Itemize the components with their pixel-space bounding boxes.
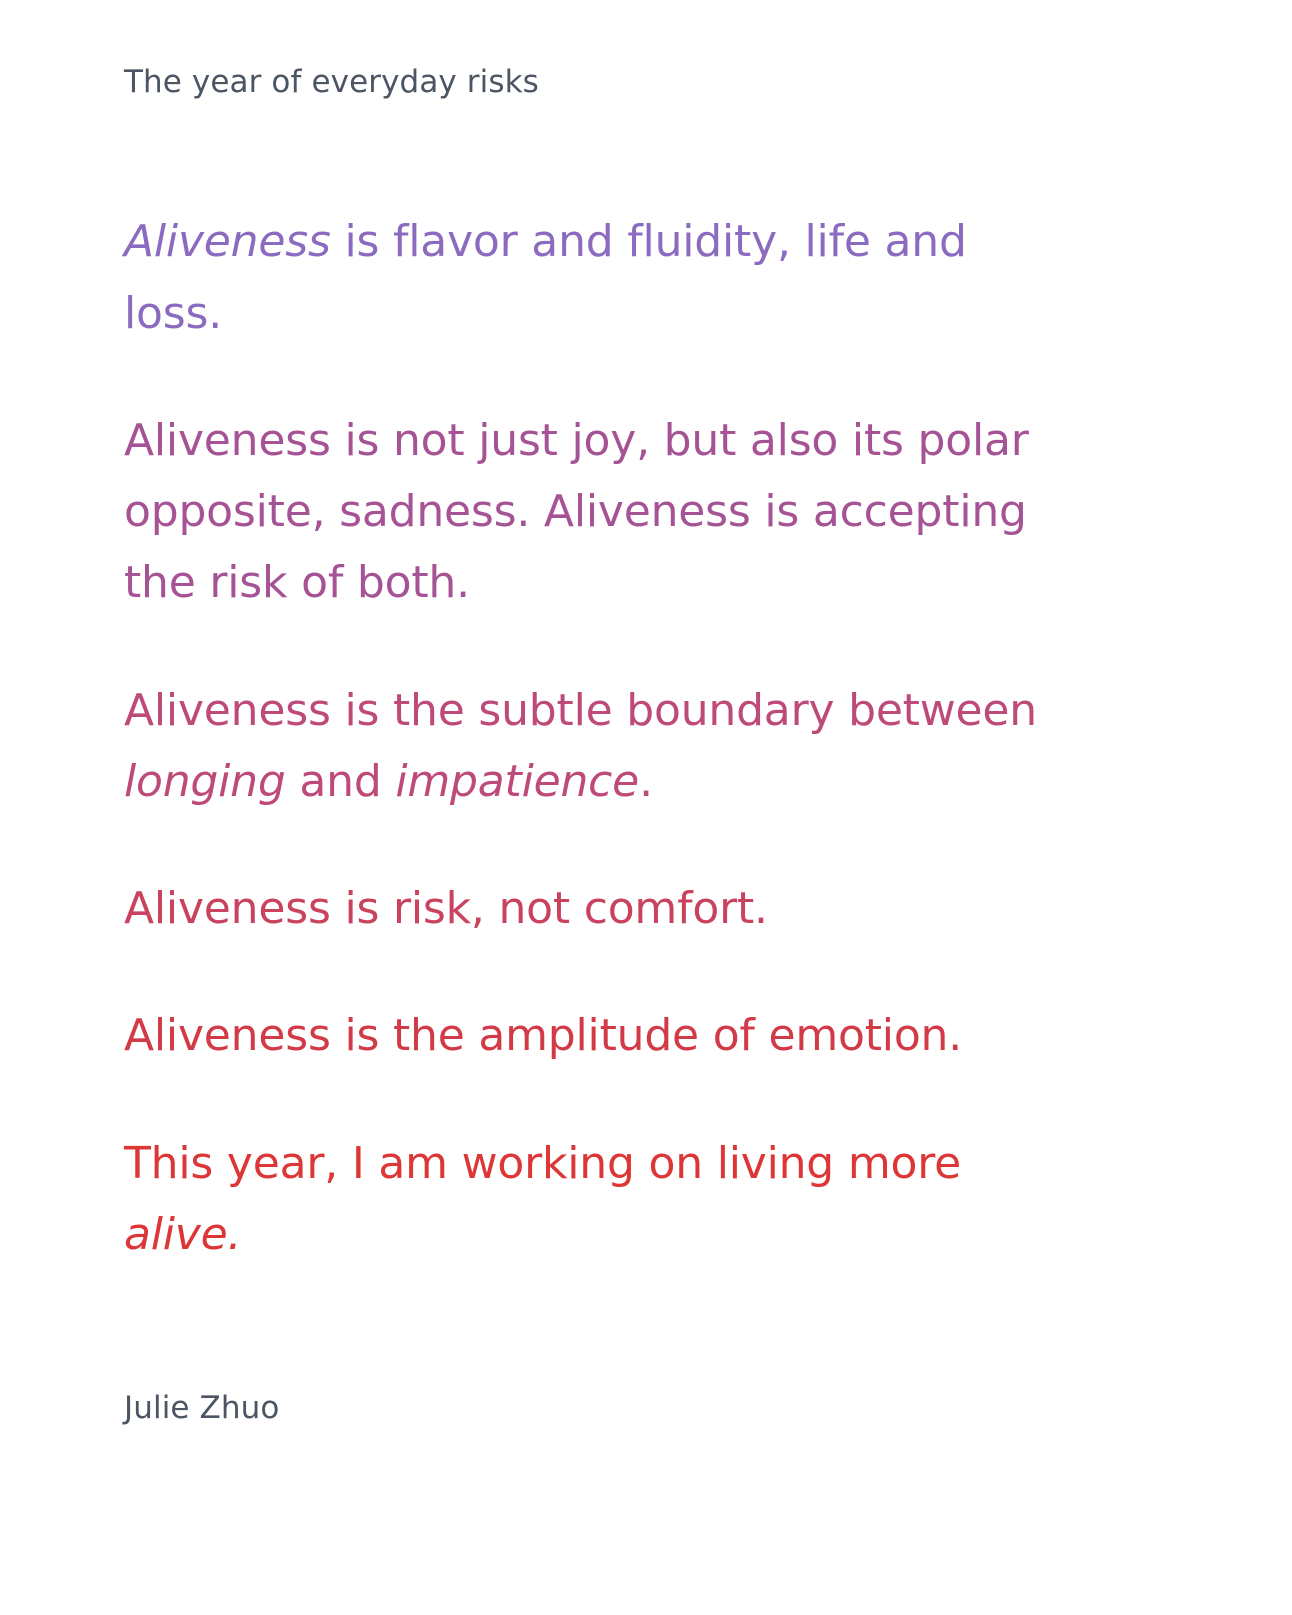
paragraph-3-text-part3: . [639, 755, 653, 807]
paragraph-3-text-part2: and [285, 755, 396, 807]
paragraph-6-text-part1: This year, I am working on living more [124, 1137, 961, 1189]
paragraph-1-lead-emphasis: Aliveness [124, 216, 331, 268]
paragraph-3-emphasis-longing: longing [124, 755, 286, 807]
page-kicker: The year of everyday risks [124, 64, 539, 100]
document-body [124, 206, 1172, 1270]
paragraph-5-text: Aliveness is the amplitude of emotion. [124, 1010, 963, 1062]
paragraph-4 [124, 873, 1064, 944]
paragraph-3 [124, 675, 1064, 818]
paragraph-6-emphasis-alive: alive. [124, 1208, 242, 1260]
paragraph-1-text: is flavor and fluidity, life and loss. [124, 216, 967, 339]
paragraph-5 [124, 1000, 1064, 1071]
paragraph-2 [124, 405, 1064, 619]
paragraph-3-emphasis-impatience: impatience [395, 755, 640, 807]
paragraph-3-text-part1: Aliveness is the subtle boundary between [124, 684, 1037, 736]
paragraph-4-text: Aliveness is risk, not comfort. [124, 883, 768, 935]
paragraph-1 [124, 206, 1064, 349]
paragraph-2-text: Aliveness is not just joy, but also its polar opposite, sadness. Aliveness is accepting the risk of both. [124, 414, 1029, 609]
author-byline: Julie Zhuo [124, 1390, 280, 1427]
paragraph-6 [124, 1128, 1064, 1271]
